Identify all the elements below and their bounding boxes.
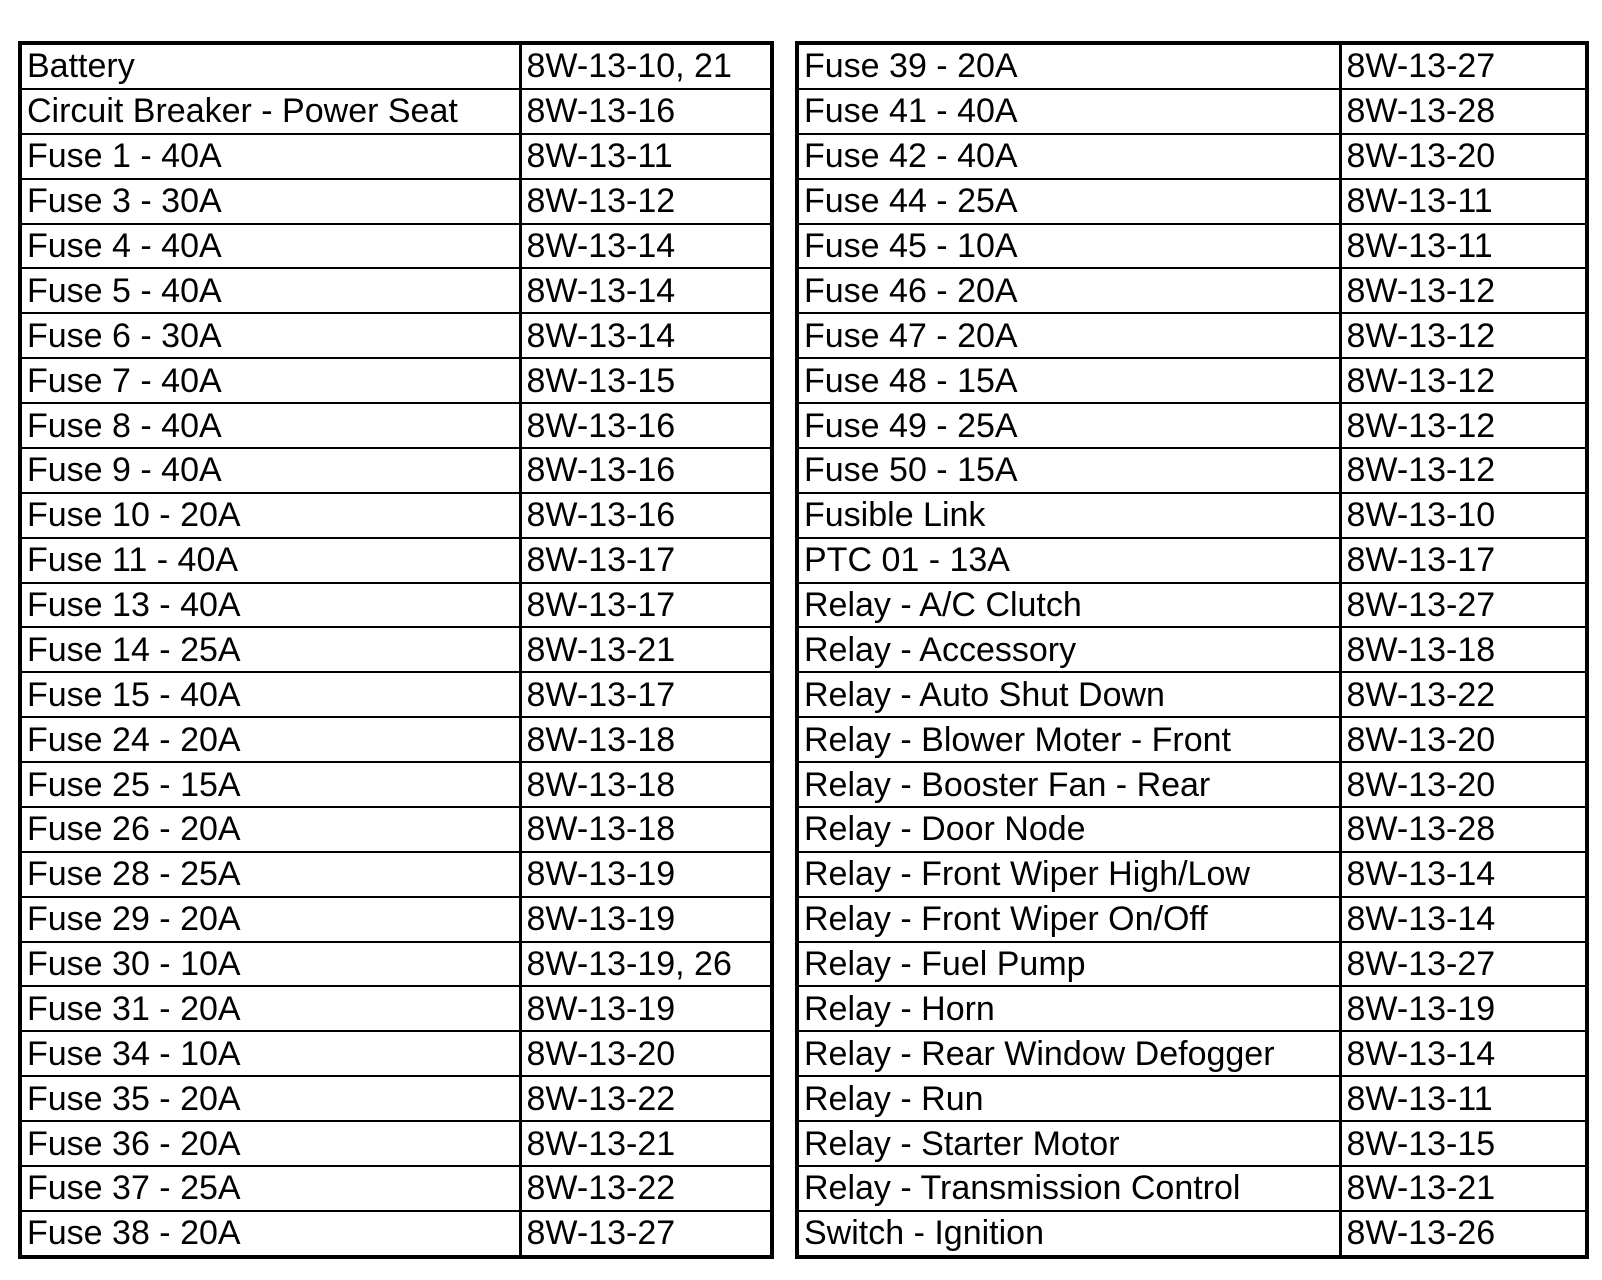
page-reference-cell: 8W-13-12 bbox=[1340, 268, 1587, 313]
page-reference-cell: 8W-13-22 bbox=[520, 1166, 772, 1211]
component-name-cell: Fuse 5 - 40A bbox=[20, 268, 520, 313]
component-name-cell: Fuse 45 - 10A bbox=[797, 224, 1340, 269]
component-name-cell: Relay - Rear Window Defogger bbox=[797, 1031, 1340, 1076]
table-row bbox=[797, 1211, 1587, 1257]
component-name-cell: Fuse 7 - 40A bbox=[20, 358, 520, 403]
table-row bbox=[20, 762, 772, 807]
page-reference-cell: 8W-13-27 bbox=[520, 1211, 772, 1257]
page-reference-cell: 8W-13-16 bbox=[520, 89, 772, 134]
page-reference-cell: 8W-13-21 bbox=[520, 1121, 772, 1166]
table-row bbox=[20, 313, 772, 358]
component-name-cell: Fuse 31 - 20A bbox=[20, 986, 520, 1031]
table-row bbox=[20, 583, 772, 628]
component-name-cell: Fuse 30 - 10A bbox=[20, 942, 520, 987]
component-name-cell: Relay - Door Node bbox=[797, 807, 1340, 852]
page-reference-cell: 8W-13-20 bbox=[1340, 717, 1587, 762]
table-row bbox=[797, 403, 1587, 448]
page-reference-cell: 8W-13-19 bbox=[1340, 986, 1587, 1031]
component-name-cell: Fuse 4 - 40A bbox=[20, 224, 520, 269]
table-row bbox=[20, 179, 772, 224]
table-row bbox=[797, 1121, 1587, 1166]
table-row bbox=[797, 672, 1587, 717]
table-row bbox=[20, 942, 772, 987]
table-row bbox=[797, 224, 1587, 269]
component-name-cell: Relay - Run bbox=[797, 1076, 1340, 1121]
page-reference-cell: 8W-13-18 bbox=[520, 717, 772, 762]
table-row bbox=[20, 224, 772, 269]
page-reference-cell: 8W-13-17 bbox=[520, 672, 772, 717]
page-reference-cell: 8W-13-22 bbox=[1340, 672, 1587, 717]
table-row bbox=[20, 1031, 772, 1076]
page-reference-cell: 8W-13-11 bbox=[1340, 224, 1587, 269]
page-reference-cell: 8W-13-11 bbox=[1340, 1076, 1587, 1121]
component-name-cell: Relay - Horn bbox=[797, 986, 1340, 1031]
component-name-cell: Relay - Booster Fan - Rear bbox=[797, 762, 1340, 807]
table-row bbox=[20, 897, 772, 942]
page-reference-cell: 8W-13-20 bbox=[1340, 134, 1587, 179]
component-name-cell: Fuse 50 - 15A bbox=[797, 448, 1340, 493]
page-reference-cell: 8W-13-18 bbox=[1340, 627, 1587, 672]
table-row bbox=[20, 43, 772, 89]
page-reference-cell: 8W-13-27 bbox=[1340, 43, 1587, 89]
table-row bbox=[797, 1076, 1587, 1121]
component-name-cell: Fuse 28 - 25A bbox=[20, 852, 520, 897]
table-row bbox=[797, 807, 1587, 852]
page-reference-cell: 8W-13-26 bbox=[1340, 1211, 1587, 1257]
component-name-cell: Fuse 36 - 20A bbox=[20, 1121, 520, 1166]
component-name-cell: Fuse 42 - 40A bbox=[797, 134, 1340, 179]
page-reference-cell: 8W-13-14 bbox=[520, 268, 772, 313]
page-reference-cell: 8W-13-28 bbox=[1340, 89, 1587, 134]
component-name-cell: Fuse 35 - 20A bbox=[20, 1076, 520, 1121]
component-name-cell: Fuse 14 - 25A bbox=[20, 627, 520, 672]
component-name-cell: Fuse 11 - 40A bbox=[20, 538, 520, 583]
component-name-cell: Fuse 44 - 25A bbox=[797, 179, 1340, 224]
page-reference-cell: 8W-13-20 bbox=[1340, 762, 1587, 807]
page-reference-cell: 8W-13-10, 21 bbox=[520, 43, 772, 89]
page-reference-cell: 8W-13-16 bbox=[520, 493, 772, 538]
table-row bbox=[797, 43, 1587, 89]
component-name-cell: Relay - Fuel Pump bbox=[797, 942, 1340, 987]
page-reference-cell: 8W-13-11 bbox=[1340, 179, 1587, 224]
page-reference-cell: 8W-13-10 bbox=[1340, 493, 1587, 538]
page-reference-cell: 8W-13-19 bbox=[520, 986, 772, 1031]
component-name-cell: Fuse 34 - 10A bbox=[20, 1031, 520, 1076]
table-row bbox=[797, 762, 1587, 807]
component-name-cell: Relay - Auto Shut Down bbox=[797, 672, 1340, 717]
page-reference-cell: 8W-13-16 bbox=[520, 403, 772, 448]
component-name-cell: PTC 01 - 13A bbox=[797, 538, 1340, 583]
page-reference-cell: 8W-13-19, 26 bbox=[520, 942, 772, 987]
table-row bbox=[797, 313, 1587, 358]
table-row bbox=[20, 89, 772, 134]
component-name-cell: Fuse 1 - 40A bbox=[20, 134, 520, 179]
component-name-cell: Fuse 9 - 40A bbox=[20, 448, 520, 493]
page-reference-cell: 8W-13-12 bbox=[1340, 313, 1587, 358]
table-row bbox=[797, 717, 1587, 762]
page-reference-cell: 8W-13-21 bbox=[1340, 1166, 1587, 1211]
component-name-cell: Relay - Starter Motor bbox=[797, 1121, 1340, 1166]
page-reference-cell: 8W-13-17 bbox=[520, 583, 772, 628]
component-name-cell: Battery bbox=[20, 43, 520, 89]
table-row bbox=[797, 448, 1587, 493]
component-name-cell: Fuse 25 - 15A bbox=[20, 762, 520, 807]
component-name-cell: Relay - Blower Moter - Front bbox=[797, 717, 1340, 762]
component-name-cell: Fuse 41 - 40A bbox=[797, 89, 1340, 134]
component-name-cell: Fuse 13 - 40A bbox=[20, 583, 520, 628]
component-name-cell: Fuse 48 - 15A bbox=[797, 358, 1340, 403]
page-reference-cell: 8W-13-20 bbox=[520, 1031, 772, 1076]
table-row bbox=[20, 807, 772, 852]
component-index-table-left bbox=[18, 41, 774, 1259]
table-row bbox=[797, 897, 1587, 942]
component-name-cell: Fuse 29 - 20A bbox=[20, 897, 520, 942]
table-row bbox=[797, 268, 1587, 313]
page-reference-cell: 8W-13-16 bbox=[520, 448, 772, 493]
page-reference-cell: 8W-13-17 bbox=[520, 538, 772, 583]
component-name-cell: Fuse 24 - 20A bbox=[20, 717, 520, 762]
page-reference-cell: 8W-13-12 bbox=[1340, 448, 1587, 493]
component-name-cell: Circuit Breaker - Power Seat bbox=[20, 89, 520, 134]
component-name-cell: Fuse 49 - 25A bbox=[797, 403, 1340, 448]
table-row bbox=[20, 1166, 772, 1211]
table-row bbox=[20, 627, 772, 672]
table-row bbox=[20, 1121, 772, 1166]
table-row bbox=[797, 627, 1587, 672]
table-row bbox=[797, 1166, 1587, 1211]
table-row bbox=[20, 403, 772, 448]
table-row bbox=[20, 986, 772, 1031]
component-name-cell: Fuse 46 - 20A bbox=[797, 268, 1340, 313]
component-name-cell: Fuse 47 - 20A bbox=[797, 313, 1340, 358]
page-reference-cell: 8W-13-14 bbox=[520, 313, 772, 358]
component-name-cell: Fuse 3 - 30A bbox=[20, 179, 520, 224]
page-reference-cell: 8W-13-18 bbox=[520, 807, 772, 852]
component-name-cell: Switch - Ignition bbox=[797, 1211, 1340, 1257]
table-row bbox=[797, 493, 1587, 538]
table-row bbox=[20, 672, 772, 717]
component-name-cell: Relay - Transmission Control bbox=[797, 1166, 1340, 1211]
page-reference-cell: 8W-13-28 bbox=[1340, 807, 1587, 852]
page-reference-cell: 8W-13-14 bbox=[1340, 852, 1587, 897]
page-reference-cell: 8W-13-15 bbox=[1340, 1121, 1587, 1166]
component-name-cell: Fuse 10 - 20A bbox=[20, 493, 520, 538]
table-row bbox=[797, 538, 1587, 583]
component-name-cell: Fuse 37 - 25A bbox=[20, 1166, 520, 1211]
table-row bbox=[797, 89, 1587, 134]
page-reference-cell: 8W-13-12 bbox=[520, 179, 772, 224]
component-name-cell: Fuse 26 - 20A bbox=[20, 807, 520, 852]
page-reference-cell: 8W-13-27 bbox=[1340, 583, 1587, 628]
table-row bbox=[797, 986, 1587, 1031]
table-row bbox=[20, 493, 772, 538]
component-name-cell: Relay - Accessory bbox=[797, 627, 1340, 672]
page-reference-cell: 8W-13-27 bbox=[1340, 942, 1587, 987]
component-name-cell: Fusible Link bbox=[797, 493, 1340, 538]
page-reference-cell: 8W-13-22 bbox=[520, 1076, 772, 1121]
table-row bbox=[20, 538, 772, 583]
component-name-cell: Fuse 6 - 30A bbox=[20, 313, 520, 358]
component-name-cell: Relay - Front Wiper High/Low bbox=[797, 852, 1340, 897]
page-reference-cell: 8W-13-19 bbox=[520, 897, 772, 942]
table-row bbox=[797, 1031, 1587, 1076]
table-row bbox=[20, 134, 772, 179]
component-index-table-right bbox=[795, 41, 1589, 1259]
component-name-cell: Fuse 8 - 40A bbox=[20, 403, 520, 448]
table-row bbox=[797, 134, 1587, 179]
table-row bbox=[797, 583, 1587, 628]
page-reference-cell: 8W-13-11 bbox=[520, 134, 772, 179]
component-name-cell: Fuse 38 - 20A bbox=[20, 1211, 520, 1257]
page-reference-cell: 8W-13-15 bbox=[520, 358, 772, 403]
table-row bbox=[20, 852, 772, 897]
table-row bbox=[797, 358, 1587, 403]
table-row bbox=[797, 942, 1587, 987]
page-reference-cell: 8W-13-17 bbox=[1340, 538, 1587, 583]
component-name-cell: Fuse 39 - 20A bbox=[797, 43, 1340, 89]
page-reference-cell: 8W-13-14 bbox=[520, 224, 772, 269]
table-row bbox=[20, 268, 772, 313]
page-reference-cell: 8W-13-14 bbox=[1340, 1031, 1587, 1076]
page-reference-cell: 8W-13-18 bbox=[520, 762, 772, 807]
page-reference-cell: 8W-13-12 bbox=[1340, 403, 1587, 448]
table-row bbox=[20, 717, 772, 762]
component-name-cell: Relay - A/C Clutch bbox=[797, 583, 1340, 628]
table-row bbox=[797, 852, 1587, 897]
table-row bbox=[20, 358, 772, 403]
table-row bbox=[20, 1076, 772, 1121]
page-reference-cell: 8W-13-14 bbox=[1340, 897, 1587, 942]
component-name-cell: Fuse 15 - 40A bbox=[20, 672, 520, 717]
page-reference-cell: 8W-13-19 bbox=[520, 852, 772, 897]
table-row bbox=[797, 179, 1587, 224]
component-name-cell: Relay - Front Wiper On/Off bbox=[797, 897, 1340, 942]
table-row bbox=[20, 1211, 772, 1257]
page-reference-cell: 8W-13-21 bbox=[520, 627, 772, 672]
table-row bbox=[20, 448, 772, 493]
page-reference-cell: 8W-13-12 bbox=[1340, 358, 1587, 403]
